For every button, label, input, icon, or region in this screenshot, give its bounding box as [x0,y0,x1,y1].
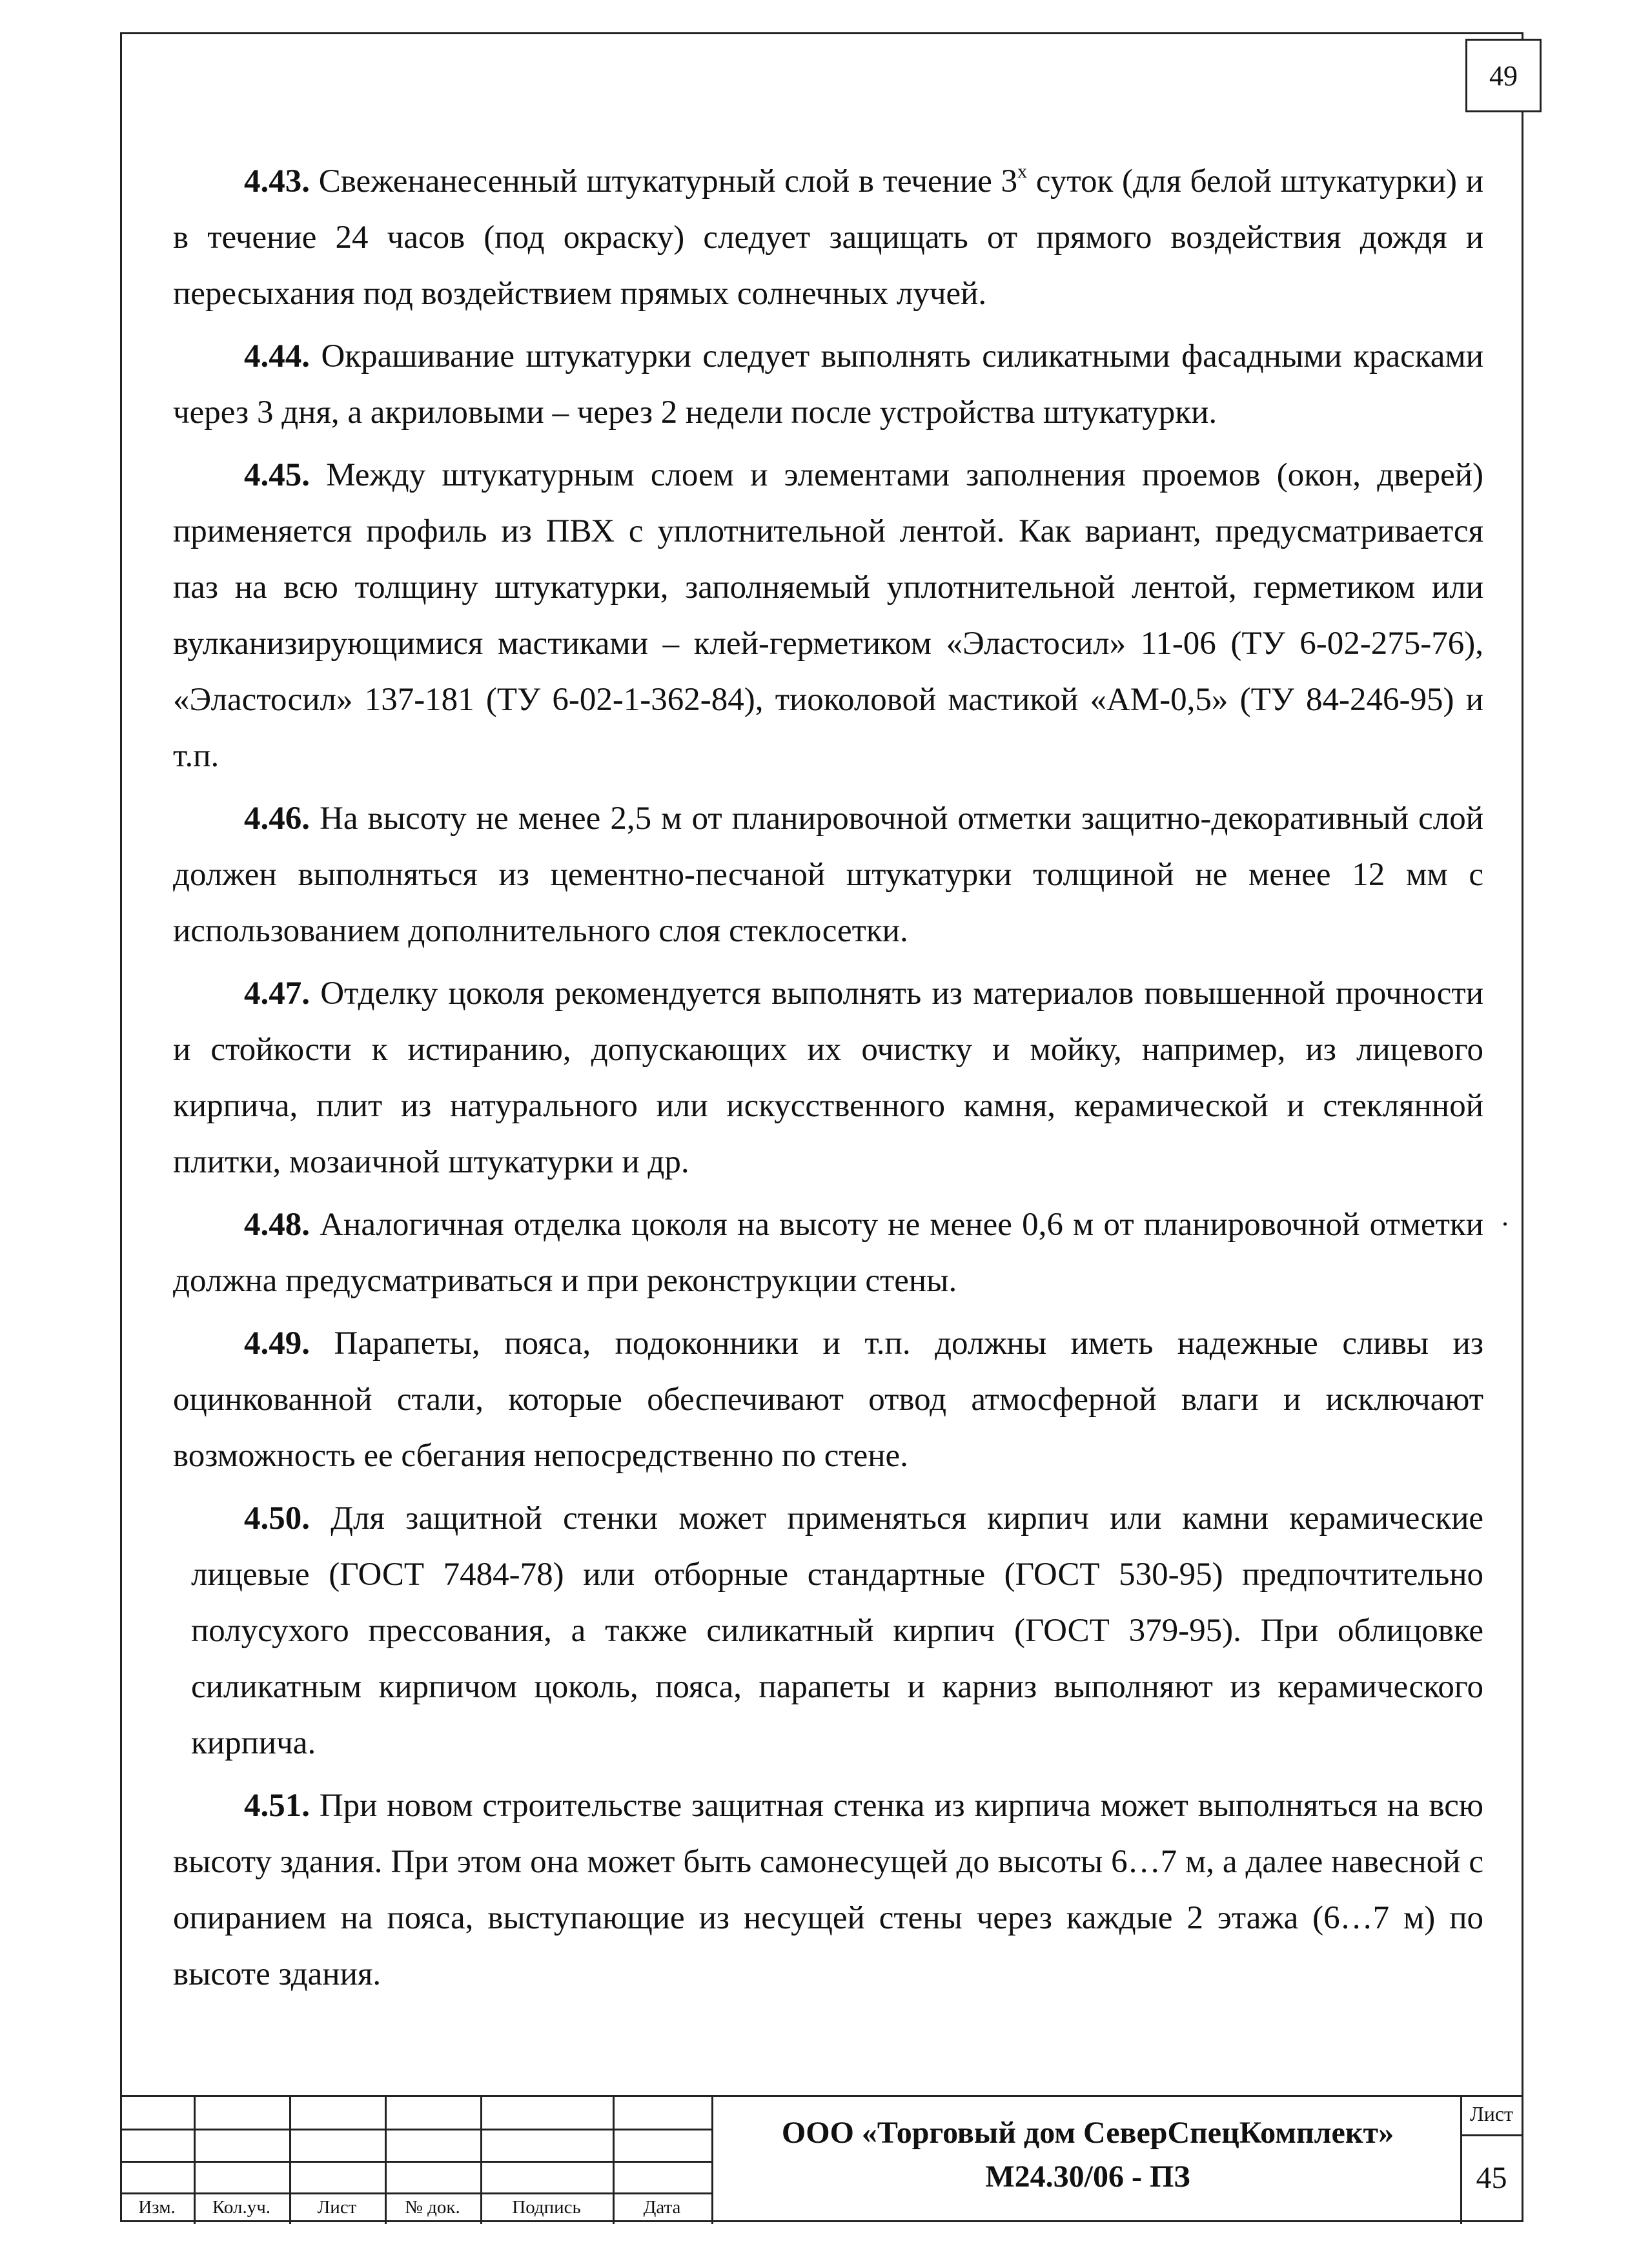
clause-number: 4.47. [244,976,310,1012]
clause-text: Окрашивание штукатурки следует выполнять силикатными фасадными красками через 3 дня, а акриловыми – через 2 недели после устройства штукатурки. [173,338,1483,431]
stamp-col-signature: Подпись [512,2196,581,2218]
clause-text: суток (для белой штукатурки) и в течение 24 часов (под окраску) следует защищать от прямого воздействия дождя и пересыхания под воздействием прямых солнечных лучей. [173,163,1483,312]
paragraph-4-47 [173,966,1483,1190]
stamp-col-count: Кол.уч. [212,2196,271,2218]
title-block [120,2095,1523,2224]
clause-number: 4.44. [244,338,310,374]
clause-text: Аналогичная отделка цоколя на высоту не менее 0,6 м от планировочной отметки должна предусматриваться и при реконструкции стены. [173,1207,1483,1299]
clause-number: 4.43. [244,163,310,199]
paragraph-4-46 [173,791,1483,959]
stamp-divider [711,2097,713,2224]
stamp-col-sheet: Лист [317,2196,357,2218]
paragraph-4-49 [173,1316,1483,1484]
clause-number: 4.50. [244,1500,310,1537]
clause-text: На высоту не менее 2,5 м от планировочной отметки защитно-декоративный слой должен выполняться из цементно-песчаной штукатурки толщиной не менее 12 мм с использованием дополнительного слоя стеклосетки. [173,801,1483,949]
document-code: М24.30/06 - ПЗ [985,2160,1190,2194]
sheet-number: 45 [1476,2161,1507,2195]
clause-number: 4.48. [244,1207,310,1243]
clause-number: 4.46. [244,801,310,837]
clause-text: Отделку цоколя рекомендуется выполнять из материалов повышенной прочности и стойкости к истиранию, допускающих их очистку и мойку, например, из лицевого кирпича, плит из натурального или искусственного камня, керамической и стеклянной плитки, мозаичной штукатурки и др. [173,976,1483,1180]
clause-text: Парапеты, пояса, подоконники и т.п. должны иметь надежные сливы из оцинкованной стали, которые обеспечивают отвод атмосферной влаги и исключают возможность ее сбегания непосредственно по стене. [173,1325,1483,1474]
stamp-row-line [120,2161,711,2163]
paragraph-4-44 [173,329,1483,441]
clause-text: Для защитной стенки может применяться кирпич или камни керамические лицевые (ГОСТ 7484-78) или отборные стандартные (ГОСТ 530-95) предпочтительно полусухого прессования, а также силикатный кирпич (ГОСТ 379-95). При облицовке силикатным кирпичом цоколь, пояса, парапеты и карниз выполняют из керамического кирпича. [191,1500,1483,1761]
stamp-col-change: Изм. [138,2196,176,2218]
document-body [173,154,1483,2009]
paragraph-4-48 [173,1197,1483,1309]
paragraph-4-43 [173,154,1483,322]
stamp-col-doc-no: № док. [405,2196,460,2218]
organization-name: ООО «Торговый дом СеверСпецКомплект» [781,2116,1394,2150]
clause-text: Свеженанесенный штукатурный слой в течение 3 [310,163,1018,199]
clause-number: 4.51. [244,1788,310,1824]
stamp-row-line [120,2129,711,2130]
paragraph-4-51 [173,1778,1483,2003]
page-number-box [1465,39,1542,112]
superscript: х [1017,161,1028,182]
stamp-col-date: Дата [643,2196,681,2218]
paragraph-4-45 [173,447,1483,784]
clause-text: Между штукатурным слоем и элементами заполнения проемов (окон, дверей) применяется профиль из ПВХ с уплотнительной лентой. Как вариант, предусматривается паз на всю толщину штукатурки, заполняемый уплотнительной лентой, герметиком или вулканизирующимися мастиками – клей-герметиком «Эластосил» 11-06 (ТУ 6-02-275-76), «Эластосил» 137-181 (ТУ 6-02-1-362-84), тиоколовой мастикой «АМ-0,5» (ТУ 84-246-95) и т.п. [173,457,1483,774]
clause-number: 4.49. [244,1325,310,1362]
stamp-row-line [1460,2134,1523,2136]
page-number: 49 [1489,59,1518,92]
margin-mark: . [1502,1200,1509,1232]
sheet-label: Лист [1469,2102,1513,2125]
clause-number: 4.45. [244,457,310,493]
clause-text: При новом строительстве защитная стенка из кирпича может выполняться на всю высоту здания. При этом она может быть самонесущей до высоты 6…7 м, а далее навесной с опиранием на пояса, выступающие из несущей стены через каждые 2 этажа (6…7 м) по высоте здания. [173,1788,1483,1992]
paragraph-4-50 [173,1491,1483,1772]
